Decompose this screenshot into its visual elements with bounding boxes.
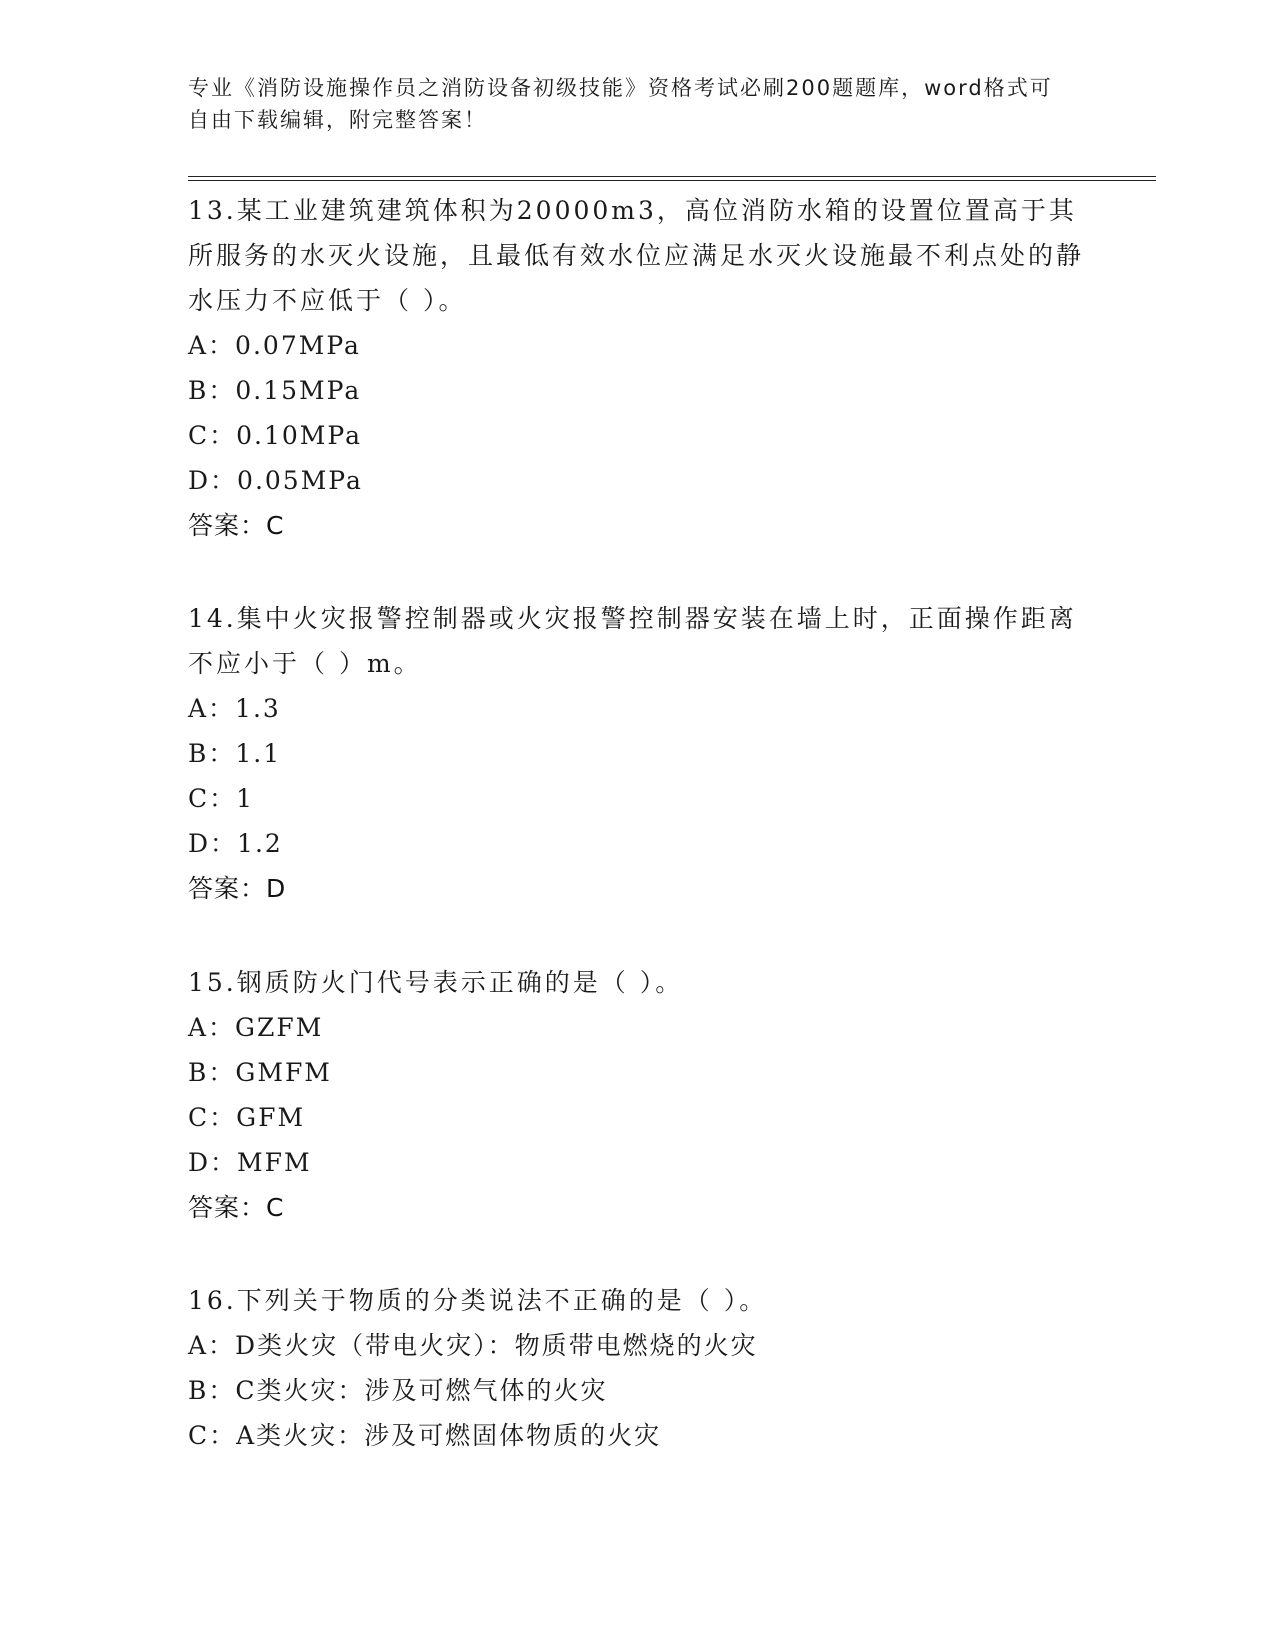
option-d: D：MFM	[188, 1148, 312, 1177]
option-c: C：1	[188, 784, 255, 813]
option-b: B：0.15MPa	[188, 376, 362, 405]
option-c: C：0.10MPa	[188, 421, 362, 450]
option-d: D：1.2	[188, 829, 283, 858]
question-stem: 16.下列关于物质的分类说法不正确的是（ ）。	[188, 1286, 768, 1315]
question-15	[188, 960, 1088, 1230]
question-14	[188, 596, 1088, 911]
option-d: D：0.05MPa	[188, 466, 363, 495]
option-a: A：D类火灾（带电火灾）：物质带电燃烧的火灾	[188, 1331, 758, 1360]
question-stem: 15.钢质防火门代号表示正确的是（ ）。	[188, 968, 684, 997]
header-divider	[188, 176, 1156, 181]
option-a: A：0.07MPa	[188, 331, 361, 360]
answer: 答案：C	[188, 511, 285, 540]
option-c: C：A类火灾：涉及可燃固体物质的火灾	[188, 1421, 662, 1450]
option-a: A：GZFM	[188, 1013, 324, 1042]
option-c: C：GFM	[188, 1103, 306, 1132]
option-b: B：1.1	[188, 739, 282, 768]
question-stem: 13.某工业建筑建筑体积为20000m3，高位消防水箱的设置位置高于其所服务的水灭火设施，且最低有效水位应满足水灭火设施最不利点处的静水压力不应低于（ ）。	[188, 196, 1085, 315]
option-b: B：C类火灾：涉及可燃气体的火灾	[188, 1376, 608, 1405]
option-a: A：1.3	[188, 694, 281, 723]
question-13	[188, 188, 1088, 548]
option-b: B：GMFM	[188, 1058, 332, 1087]
question-16	[188, 1278, 1088, 1458]
answer: 答案：C	[188, 1193, 285, 1222]
answer: 答案：D	[188, 874, 287, 903]
document-header: 专业《消防设施操作员之消防设备初级技能》资格考试必刷200题题库，word格式可自由下载编辑，附完整答案！	[188, 76, 1053, 132]
question-stem: 14.集中火灾报警控制器或火灾报警控制器安装在墙上时，正面操作距离不应小于（ ）m。	[188, 604, 1077, 678]
